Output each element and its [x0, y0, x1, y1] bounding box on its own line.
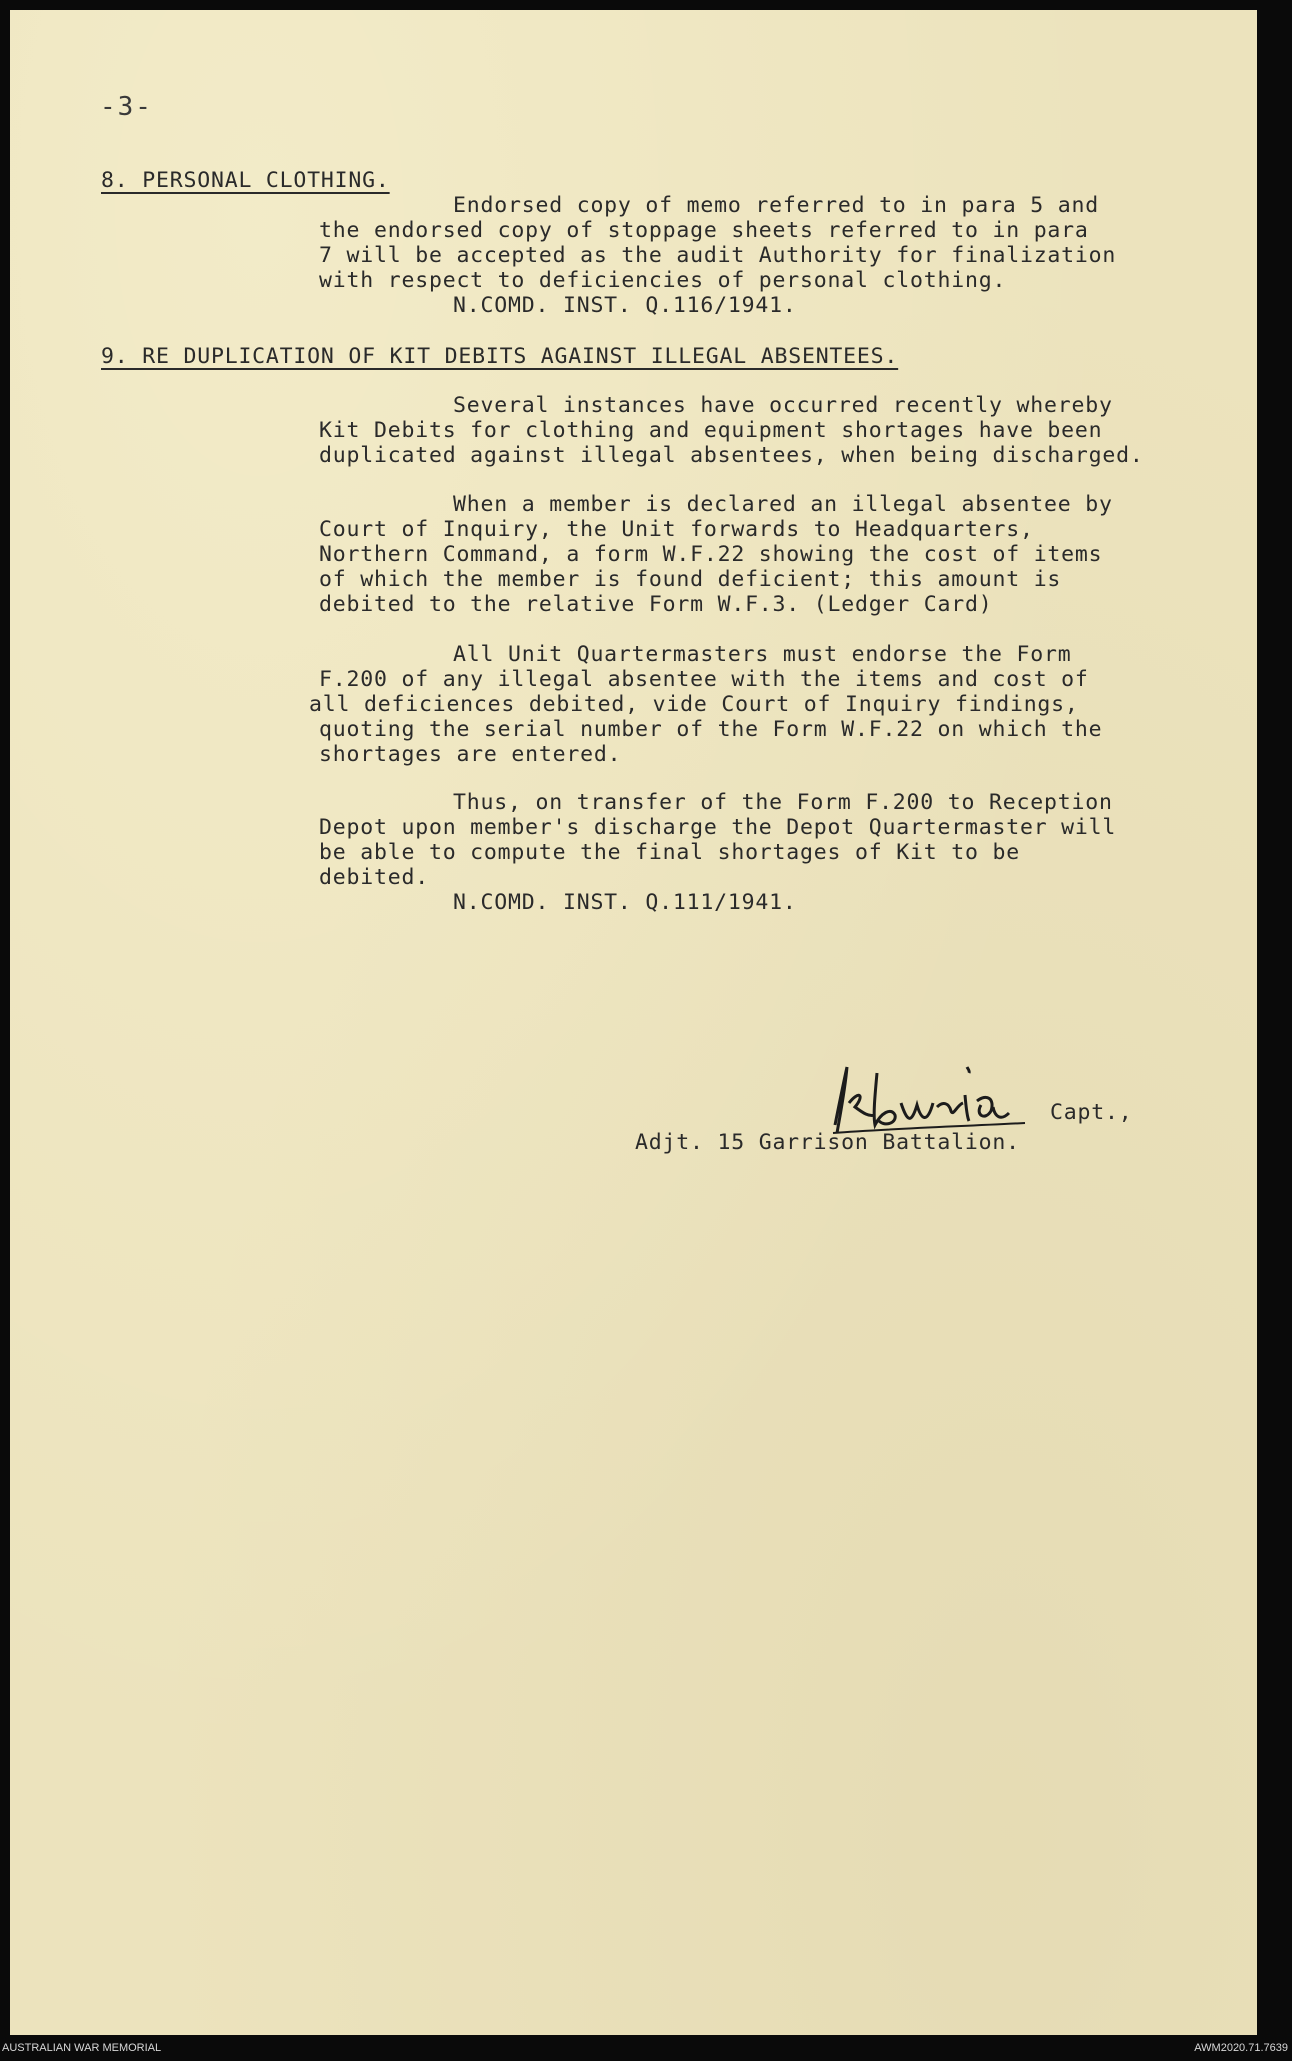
- para9-block4-line-3: be able to compute the final shortages of Kit to be: [319, 840, 1020, 865]
- footer-accession-number: AWM2020.71.7639: [1194, 2042, 1288, 2054]
- para9-block3-line-1: All Unit Quartermasters must endorse the Form: [453, 642, 1072, 667]
- para9-heading: 9. RE DUPLICATION OF KIT DEBITS AGAINST ILLEGAL ABSENTEES.: [101, 344, 899, 369]
- para9-block2-line-4: of which the member is found deficient; this amount is: [319, 567, 1062, 592]
- para9-block2-line-5: debited to the relative Form W.F.3. (Ledger Card): [319, 592, 993, 617]
- para9-reference: N.COMD. INST. Q.111/1941.: [453, 890, 797, 915]
- page-mark: -3-: [100, 92, 153, 122]
- signature-rank: Capt.,: [1050, 1100, 1133, 1125]
- paper-page: [10, 10, 1257, 2035]
- para9-block4-line-2: Depot upon member's discharge the Depot Quartermaster will: [319, 815, 1117, 840]
- para9-block2-line-3: Northern Command, a form W.F.22 showing the cost of items: [319, 542, 1103, 567]
- para8-heading: 8. PERSONAL CLOTHING.: [101, 168, 390, 193]
- para9-block1-line-3: duplicated against illegal absentees, when being discharged.: [319, 443, 1144, 468]
- para8-line-4: with respect to deficiencies of personal clothing.: [319, 268, 1007, 293]
- para8-line-2: the endorsed copy of stoppage sheets referred to in para: [319, 218, 1089, 243]
- para9-block3-line-3: all deficiences debited, vide Court of Inquiry findings,: [309, 692, 1079, 717]
- para9-block1-line-2: Kit Debits for clothing and equipment shortages have been: [319, 418, 1103, 443]
- para8-reference: N.COMD. INST. Q.116/1941.: [453, 293, 797, 318]
- para9-block4-line-4: debited.: [319, 865, 429, 890]
- para9-block3-line-4: quoting the serial number of the Form W.F.22 on which the: [319, 717, 1103, 742]
- typed-document: [10, 10, 1257, 2035]
- para9-block3-line-5: shortages are entered.: [319, 742, 622, 767]
- para9-block2-line-2: Court of Inquiry, the Unit forwards to Headquarters,: [319, 517, 1034, 542]
- para9-block3-line-2: F.200 of any illegal absentee with the items and cost of: [319, 667, 1089, 692]
- para9-block2-line-1: When a member is declared an illegal absentee by: [453, 492, 1113, 517]
- para9-block1-line-1: Several instances have occurred recently whereby: [453, 393, 1113, 418]
- signature-title: Adjt. 15 Garrison Battalion.: [635, 1130, 1020, 1155]
- para8-line-3: 7 will be accepted as the audit Authority for finalization: [319, 243, 1117, 268]
- footer-institution: AUSTRALIAN WAR MEMORIAL: [2, 2042, 162, 2054]
- para9-block4-line-1: Thus, on transfer of the Form F.200 to Reception: [453, 790, 1113, 815]
- para8-line-1: Endorsed copy of memo referred to in para 5 and: [453, 193, 1099, 218]
